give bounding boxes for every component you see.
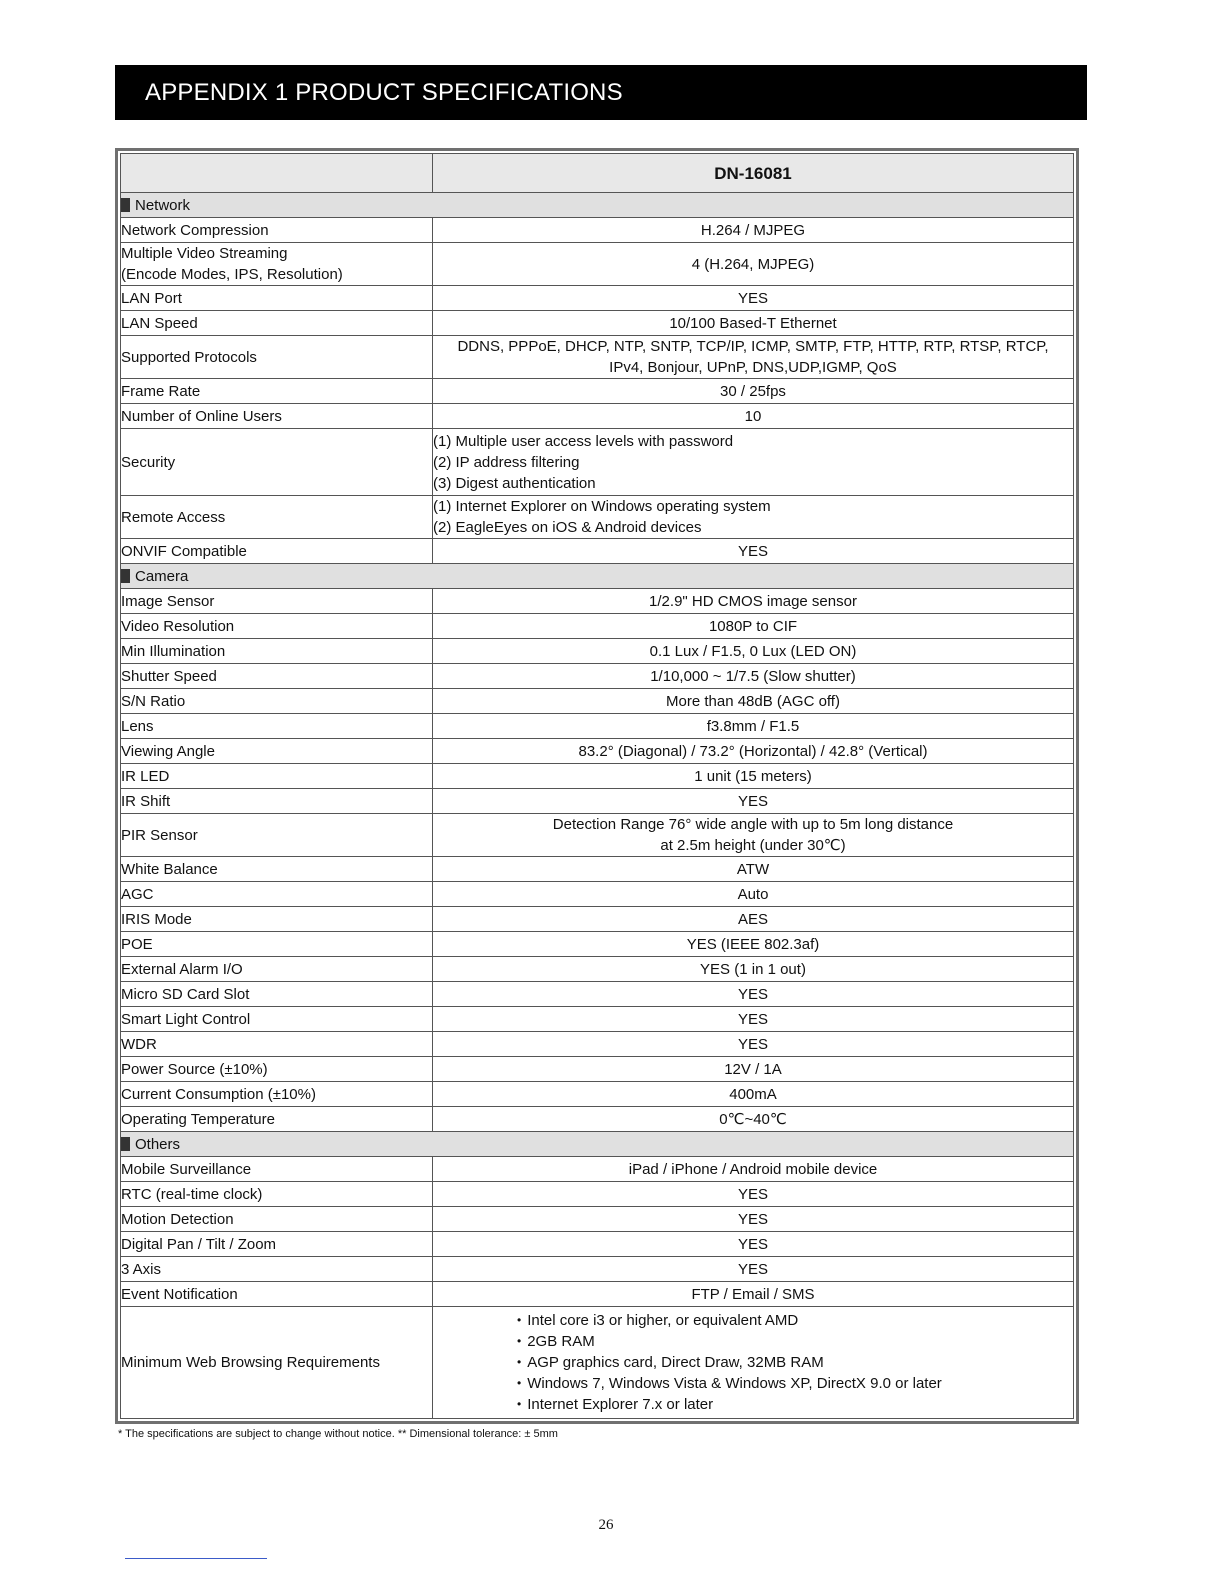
- spec-value-line: 83.2° (Diagonal) / 73.2° (Horizontal) / 42.8° (Vertical): [578, 742, 928, 760]
- spec-value: [433, 218, 1074, 243]
- spec-value-line: DDNS, PPPoE, DHCP, NTP, SNTP, TCP/IP, ICMP, SMTP, FTP, HTTP, RTP, RTSP, RTCP,: [457, 338, 1049, 355]
- spec-value-line: YES (1 in 1 out): [700, 960, 806, 978]
- spec-table: [120, 153, 1074, 1419]
- spec-label-line: Min Illumination: [121, 642, 226, 660]
- spec-row: [121, 496, 1074, 539]
- spec-row: [121, 789, 1074, 814]
- spec-label: [121, 336, 433, 379]
- spec-value-line: YES: [737, 289, 768, 307]
- spec-label: [121, 857, 433, 882]
- spec-label-line: POE: [121, 935, 153, 953]
- spec-label: [121, 1282, 433, 1307]
- spec-value-line: 10: [744, 407, 762, 425]
- spec-label-line: Image Sensor: [121, 592, 215, 610]
- spec-label: [121, 789, 433, 814]
- spec-value: [433, 1032, 1074, 1057]
- spec-row: [121, 1257, 1074, 1282]
- section-header-network: [121, 193, 1074, 218]
- spec-row: [121, 218, 1074, 243]
- spec-label-line: Number of Online Users: [121, 407, 282, 425]
- spec-row: [121, 404, 1074, 429]
- spec-row: [121, 714, 1074, 739]
- spec-row: [121, 857, 1074, 882]
- spec-label: [121, 907, 433, 932]
- spec-label: [121, 932, 433, 957]
- spec-row: [121, 379, 1074, 404]
- spec-value: [433, 336, 1074, 379]
- spec-value-line: YES: [737, 542, 768, 560]
- spec-row: [121, 429, 1074, 496]
- spec-value: [433, 764, 1074, 789]
- spec-value: [433, 243, 1074, 286]
- spec-label: [121, 1007, 433, 1032]
- spec-value: [433, 286, 1074, 311]
- spec-label-line: Micro SD Card Slot: [121, 985, 250, 1003]
- spec-label: [121, 539, 433, 564]
- spec-label-line: Digital Pan / Tilt / Zoom: [121, 1235, 277, 1253]
- section-header-cell: [121, 193, 1074, 218]
- spec-label-line: Operating Temperature: [121, 1110, 275, 1128]
- spec-label: [121, 764, 433, 789]
- spec-row: [121, 1032, 1074, 1057]
- spec-label-line: External Alarm I/O: [121, 960, 243, 978]
- spec-row: [121, 639, 1074, 664]
- spec-row: [121, 957, 1074, 982]
- spec-label-line: Minimum Web Browsing Requirements: [121, 1354, 380, 1371]
- spec-value: [433, 739, 1074, 764]
- appendix-title-bar: [115, 65, 1087, 120]
- spec-label: [121, 311, 433, 336]
- spec-label-line: Remote Access: [121, 508, 226, 526]
- bullet-item: • Windows 7, Windows Vista & Windows XP, DirectX 9.0 or later: [517, 1373, 1073, 1394]
- spec-value-line: 400mA: [729, 1085, 777, 1103]
- section-title: Others: [135, 1135, 181, 1153]
- spec-value-line: YES: [737, 1235, 768, 1253]
- spec-label-line: AGC: [121, 885, 154, 903]
- spec-label: [121, 496, 433, 539]
- spec-label-line: WDR: [121, 1035, 157, 1053]
- spec-row: [121, 311, 1074, 336]
- spec-value-line: 4 (H.264, MJPEG): [691, 255, 815, 273]
- spec-label-line: Frame Rate: [121, 382, 201, 400]
- spec-value: [433, 789, 1074, 814]
- spec-value-line: 0℃~40℃: [719, 1110, 787, 1128]
- spec-value: [433, 1257, 1074, 1282]
- spec-value-line: 0.1 Lux / F1.5, 0 Lux (LED ON): [649, 642, 857, 660]
- spec-label: [121, 218, 433, 243]
- spec-value: [433, 689, 1074, 714]
- spec-label: [121, 614, 433, 639]
- spec-value: [433, 1207, 1074, 1232]
- spec-value: [433, 957, 1074, 982]
- spec-value-line: AES: [737, 910, 768, 928]
- spec-value: [433, 814, 1074, 857]
- spec-value-line: Detection Range 76° wide angle with up to 5m long distance: [552, 816, 954, 833]
- spec-label-line: IR LED: [121, 767, 170, 785]
- spec-value-line: IPv4, Bonjour, UPnP, DNS,UDP,IGMP, QoS: [609, 359, 897, 376]
- spec-label: [121, 429, 433, 496]
- spec-label-line: Viewing Angle: [121, 742, 215, 760]
- spec-label-line: ONVIF Compatible: [121, 542, 247, 560]
- spec-label: [121, 1032, 433, 1057]
- spec-value: [433, 539, 1074, 564]
- spec-row: [121, 739, 1074, 764]
- spec-label-line: Power Source (±10%): [121, 1060, 268, 1078]
- spec-row: [121, 664, 1074, 689]
- spec-value: [433, 639, 1074, 664]
- bullet-item: • Intel core i3 or higher, or equivalent AMD: [517, 1310, 1073, 1331]
- spec-label-line: Shutter Speed: [121, 667, 217, 685]
- spec-value: [433, 1307, 1074, 1419]
- section-marker-icon: [121, 198, 130, 212]
- spec-label: [121, 404, 433, 429]
- spec-value: [433, 496, 1074, 539]
- spec-value: [433, 932, 1074, 957]
- spec-value: [433, 882, 1074, 907]
- spec-label-line: S/N Ratio: [121, 692, 186, 710]
- spec-label-line: LAN Port: [121, 289, 182, 307]
- spec-label-line: Security: [121, 453, 176, 471]
- spec-value: [433, 714, 1074, 739]
- spec-label-line: RTC (real-time clock): [121, 1185, 263, 1203]
- spec-table-frame: [115, 148, 1079, 1424]
- spec-label: [121, 739, 433, 764]
- spec-row: [121, 243, 1074, 286]
- spec-row: [121, 1232, 1074, 1257]
- spec-label-line: IRIS Mode: [121, 910, 192, 928]
- spec-label-line: Event Notification: [121, 1285, 238, 1303]
- spec-label: [121, 243, 433, 286]
- spec-value: [433, 907, 1074, 932]
- spec-label: [121, 982, 433, 1007]
- spec-row: [121, 764, 1074, 789]
- footer-rule: [125, 1558, 267, 1559]
- section-title: Camera: [135, 567, 189, 585]
- model-name: DN-16081: [433, 154, 1074, 193]
- spec-value: [433, 1232, 1074, 1257]
- section-title: Network: [135, 196, 191, 214]
- spec-label-line: Supported Protocols: [121, 348, 257, 366]
- spec-label-line: Mobile Surveillance: [121, 1160, 252, 1178]
- spec-value-line: YES: [737, 1185, 768, 1203]
- spec-value-line: at 2.5m height (under 30℃): [660, 837, 846, 854]
- spec-value-line: (2) EagleEyes on iOS & Android devices: [433, 519, 702, 536]
- spec-row: [121, 1157, 1074, 1182]
- spec-label: [121, 1107, 433, 1132]
- spec-label: [121, 1232, 433, 1257]
- spec-label: [121, 1157, 433, 1182]
- spec-label: [121, 1257, 433, 1282]
- spec-value: [433, 311, 1074, 336]
- spec-value: [433, 1107, 1074, 1132]
- spec-value: [433, 1182, 1074, 1207]
- section-header-cell: [121, 1132, 1074, 1157]
- page-number: 26: [598, 1517, 614, 1533]
- spec-value: [433, 404, 1074, 429]
- spec-value: [433, 429, 1074, 496]
- spec-row: [121, 1057, 1074, 1082]
- spec-label-line: Lens: [121, 717, 154, 735]
- spec-label-line: (Encode Modes, IPS, Resolution): [121, 266, 343, 283]
- spec-value-line: 30 / 25fps: [720, 382, 786, 400]
- spec-value-line: YES: [737, 1010, 768, 1028]
- spec-value-line: 10/100 Based-T Ethernet: [669, 314, 837, 332]
- spec-row: [121, 589, 1074, 614]
- spec-row: [121, 689, 1074, 714]
- table-header-row: [121, 154, 1074, 193]
- spec-value-line: (2) IP address filtering: [433, 453, 580, 471]
- spec-row: [121, 932, 1074, 957]
- section-header-others: [121, 1132, 1074, 1157]
- spec-value-line: 1/2.9" HD CMOS image sensor: [649, 592, 857, 610]
- page-title: APPENDIX 1 PRODUCT SPECIFICATIONS: [145, 78, 623, 106]
- section-header-cell: [121, 564, 1074, 589]
- spec-value: [433, 1157, 1074, 1182]
- spec-value-line: YES: [737, 1210, 768, 1228]
- spec-value-line: FTP / Email / SMS: [691, 1285, 815, 1303]
- spec-value-line: YES (IEEE 802.3af): [686, 935, 820, 953]
- spec-value-line: H.264 / MJPEG: [700, 221, 806, 239]
- spec-row: [121, 1182, 1074, 1207]
- spec-value-line: (1) Internet Explorer on Windows operating system: [433, 498, 771, 515]
- spec-row: [121, 286, 1074, 311]
- spec-value-line: 1/10,000 ~ 1/7.5 (Slow shutter): [650, 667, 856, 685]
- spec-label-line: PIR Sensor: [121, 826, 198, 844]
- spec-value-line: 1 unit (15 meters): [694, 767, 812, 785]
- spec-value-line: Auto: [737, 885, 769, 903]
- spec-value-line: ATW: [736, 860, 770, 878]
- spec-value-line: (1) Multiple user access levels with password: [433, 432, 734, 450]
- spec-label: [121, 689, 433, 714]
- spec-label: [121, 664, 433, 689]
- section-marker-icon: [121, 569, 130, 583]
- spec-row: [121, 1282, 1074, 1307]
- spec-value-line: 1080P to CIF: [708, 617, 798, 635]
- spec-value-line: YES: [737, 792, 768, 810]
- spec-row: [121, 614, 1074, 639]
- spec-value: [433, 1057, 1074, 1082]
- bullet-item: • Internet Explorer 7.x or later: [517, 1394, 1073, 1415]
- spec-value: [433, 1007, 1074, 1032]
- spec-value-line: f3.8mm / F1.5: [706, 717, 800, 735]
- bullet-item: • AGP graphics card, Direct Draw, 32MB RAM: [517, 1352, 1073, 1373]
- spec-row: [121, 1082, 1074, 1107]
- spec-value-line: YES: [737, 985, 768, 1003]
- spec-value: [433, 614, 1074, 639]
- spec-label: [121, 1057, 433, 1082]
- spec-label: [121, 1082, 433, 1107]
- spec-value: [433, 589, 1074, 614]
- section-header-camera: [121, 564, 1074, 589]
- spec-value: [433, 379, 1074, 404]
- spec-label-line: Network Compression: [121, 221, 269, 239]
- spec-row: [121, 336, 1074, 379]
- spec-label-line: Smart Light Control: [121, 1010, 251, 1028]
- spec-row: [121, 907, 1074, 932]
- spec-label: [121, 286, 433, 311]
- spec-label: [121, 957, 433, 982]
- spec-label-line: Video Resolution: [121, 617, 235, 635]
- spec-value: [433, 664, 1074, 689]
- spec-label: [121, 379, 433, 404]
- spec-label-line: Multiple Video Streaming: [121, 245, 288, 262]
- spec-value-line: (3) Digest authentication: [433, 474, 596, 492]
- spec-row: [121, 539, 1074, 564]
- spec-value: [433, 857, 1074, 882]
- spec-value: [433, 1082, 1074, 1107]
- footnote: * The specifications are subject to change without notice. ** Dimensional tolerance: ± 5mm: [118, 1428, 558, 1440]
- spec-row: [121, 882, 1074, 907]
- spec-label-line: 3 Axis: [121, 1260, 162, 1278]
- spec-label: [121, 1182, 433, 1207]
- spec-row: [121, 1207, 1074, 1232]
- spec-value: [433, 1282, 1074, 1307]
- spec-label: [121, 589, 433, 614]
- spec-value-line: YES: [737, 1035, 768, 1053]
- bullet-item: • 2GB RAM: [517, 1331, 1073, 1352]
- spec-label: [121, 1307, 433, 1419]
- spec-value-line: More than 48dB (AGC off): [666, 692, 840, 710]
- spec-label-line: IR Shift: [121, 792, 171, 810]
- spec-label-line: Motion Detection: [121, 1210, 234, 1228]
- section-marker-icon: [121, 1137, 130, 1151]
- spec-value-line: iPad / iPhone / Android mobile device: [628, 1160, 878, 1178]
- spec-value: [433, 982, 1074, 1007]
- spec-value-line: 12V / 1A: [724, 1060, 782, 1078]
- spec-label: [121, 882, 433, 907]
- spec-row: [121, 1307, 1074, 1419]
- header-blank-cell: [121, 154, 433, 193]
- spec-row: [121, 1007, 1074, 1032]
- spec-label-line: Current Consumption (±10%): [121, 1085, 316, 1103]
- spec-row: [121, 814, 1074, 857]
- spec-label: [121, 814, 433, 857]
- spec-label: [121, 1207, 433, 1232]
- spec-value-line: YES: [737, 1260, 768, 1278]
- spec-label: [121, 714, 433, 739]
- spec-row: [121, 982, 1074, 1007]
- spec-label-line: White Balance: [121, 860, 218, 878]
- spec-label-line: LAN Speed: [121, 314, 198, 332]
- spec-label: [121, 639, 433, 664]
- spec-row: [121, 1107, 1074, 1132]
